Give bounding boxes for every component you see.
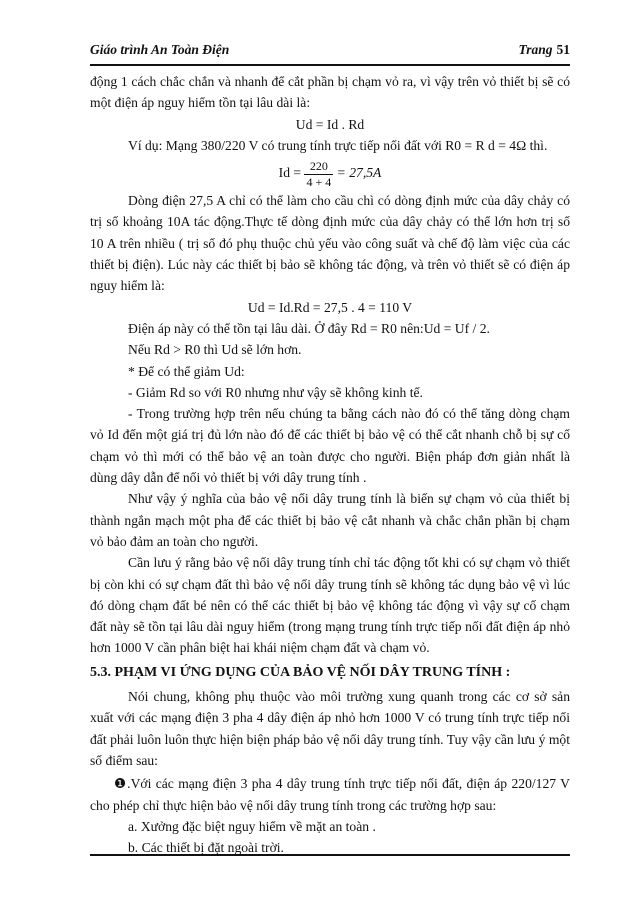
paragraph-scope: Nói chung, không phụ thuộc vào môi trường xung quanh trong các cơ sở sản xuất với các mạng điện 3 pha 4 dây điện áp nhỏ hơn 1000 V có trung tính trực tiếp nối đất phải luôn luôn thực hiện biện pháp bảo vệ nối dây trung tính. Tuy vậy cần lưu ý một số điểm sau: [90,689,570,768]
paragraph-voltage-note: Điện áp này có thể tồn tại lâu dài. Ở đây Rd = R0 nên:Ud = Uf / 2. [128,320,490,336]
page-header [90,42,570,62]
header-title: Giáo trình An Toàn Điện [90,42,230,57]
header-page [518,42,570,58]
equation-fraction [90,156,570,190]
paragraph-intro: động 1 cách chắc chắn và nhanh để cắt phần bị chạm vỏ ra, vì vậy trên vỏ thiết bị sẽ có một điện áp nguy hiểm tồn tại lâu dài là: [90,74,570,111]
fraction-denominator: 4 + 4 [306,174,332,189]
page-label: Trang [518,42,553,57]
list-item-a: a. Xưởng đặc biệt nguy hiểm về mặt an toàn . [128,818,376,834]
paragraph-current: Dòng điện 27,5 A chỉ có thể làm cho cầu chì có dòng định mức của dây chảy có trị số khoảng 10A tác động.Thực tế dòng định mức của dây chảy có thể lớn hơn trị số 10 A trên nhiều ( trị số đó phụ thuộc chủ yếu vào công suất và chế độ làm việc của các thiết bị điện). Lúc này các thiết bị bảo sẽ không tác động, và trên vỏ thiết sẽ có điện áp nguy hiểm là: [90,193,570,294]
equation-voltage: Ud = Id.Rd = 27,5 . 4 = 110 V [247,299,413,315]
footer-rule [90,854,570,856]
paragraph-example: Ví dụ: Mạng 380/220 V có trung tính trực tiếp nối đất với R0 = R d = 4Ω thì. [128,137,548,153]
paragraph-if-rd: Nếu Rd > R0 thì Ud sẽ lớn hơn. [128,342,302,358]
paragraph-reduce-rd: - Giảm Rd so với R0 nhưng như vậy sẽ không kinh tế. [128,384,423,400]
paragraph-note: Cần lưu ý rằng bảo vệ nối dây trung tính chỉ tác động tốt khi có sự chạm vỏ thiết bị còn khi có sự chạm đất thì bảo vệ nối dây trung tính sẽ không tác dụng bảo vệ vì lúc đó dòng chạm đất bé nên có thể các thiết bị bảo vệ không tác động vì vậy sự cố chạm đất này sẽ tồn tại lâu dài nguy hiểm (trong mạng trung tính trực tiếp nối đất điện áp nhỏ hơn 1000 V cần phân biệt hai khái niệm chạm đất và chạm vỏ. [90,555,570,656]
fraction-right: = 27,5A [336,165,382,181]
fraction-left: Id = [278,165,302,181]
paragraph-meaning: Như vậy ý nghĩa của bảo vệ nối dây trung tính là biến sự chạm vỏ của thiết bị thành ngắn mạch một pha để các thiết bị bảo vệ cắt nhanh và chắc chắn phần bị chạm vỏ bảo đảm an toàn cho người. [90,491,570,549]
header-rule [90,64,570,66]
paragraph-case-1: ❶.Với các mạng điện 3 pha 4 dây trung tính trực tiếp nối đất, điện áp 220/127 V cho phép chỉ thực hiện bảo vệ nối dây trung tính trong các trường hợp sau: [90,776,570,813]
paragraph-increase-current: - Trong trường hợp trên nếu chúng ta bằng cách nào đó có thể tăng dòng chạm vỏ Id đến một giá trị đủ lớn nào đó để các thiết bị bảo vệ có thể cắt nhanh chỗ bị sự cố chạm vỏ thì mới có thể bảo vệ an toàn được cho người. Biện pháp đơn giản nhất là dùng dây dẫn để nối vỏ thiết bị với dây trung tính . [90,406,570,486]
fraction [304,159,333,190]
paragraph-reduce: * Để có thể giảm Ud: [128,363,245,379]
list-item-b: b. Các thiết bị đặt ngoài trời. [128,840,284,856]
equation-ud: Ud = Id . Rd [295,116,365,132]
section-heading: 5.3. PHẠM VI ỨNG DỤNG CỦA BẢO VỆ NỐI DÂY TRUNG TÍNH : [90,664,511,680]
page-number: 51 [556,42,570,57]
page-body [90,71,570,858]
fraction-numerator: 220 [304,159,333,175]
